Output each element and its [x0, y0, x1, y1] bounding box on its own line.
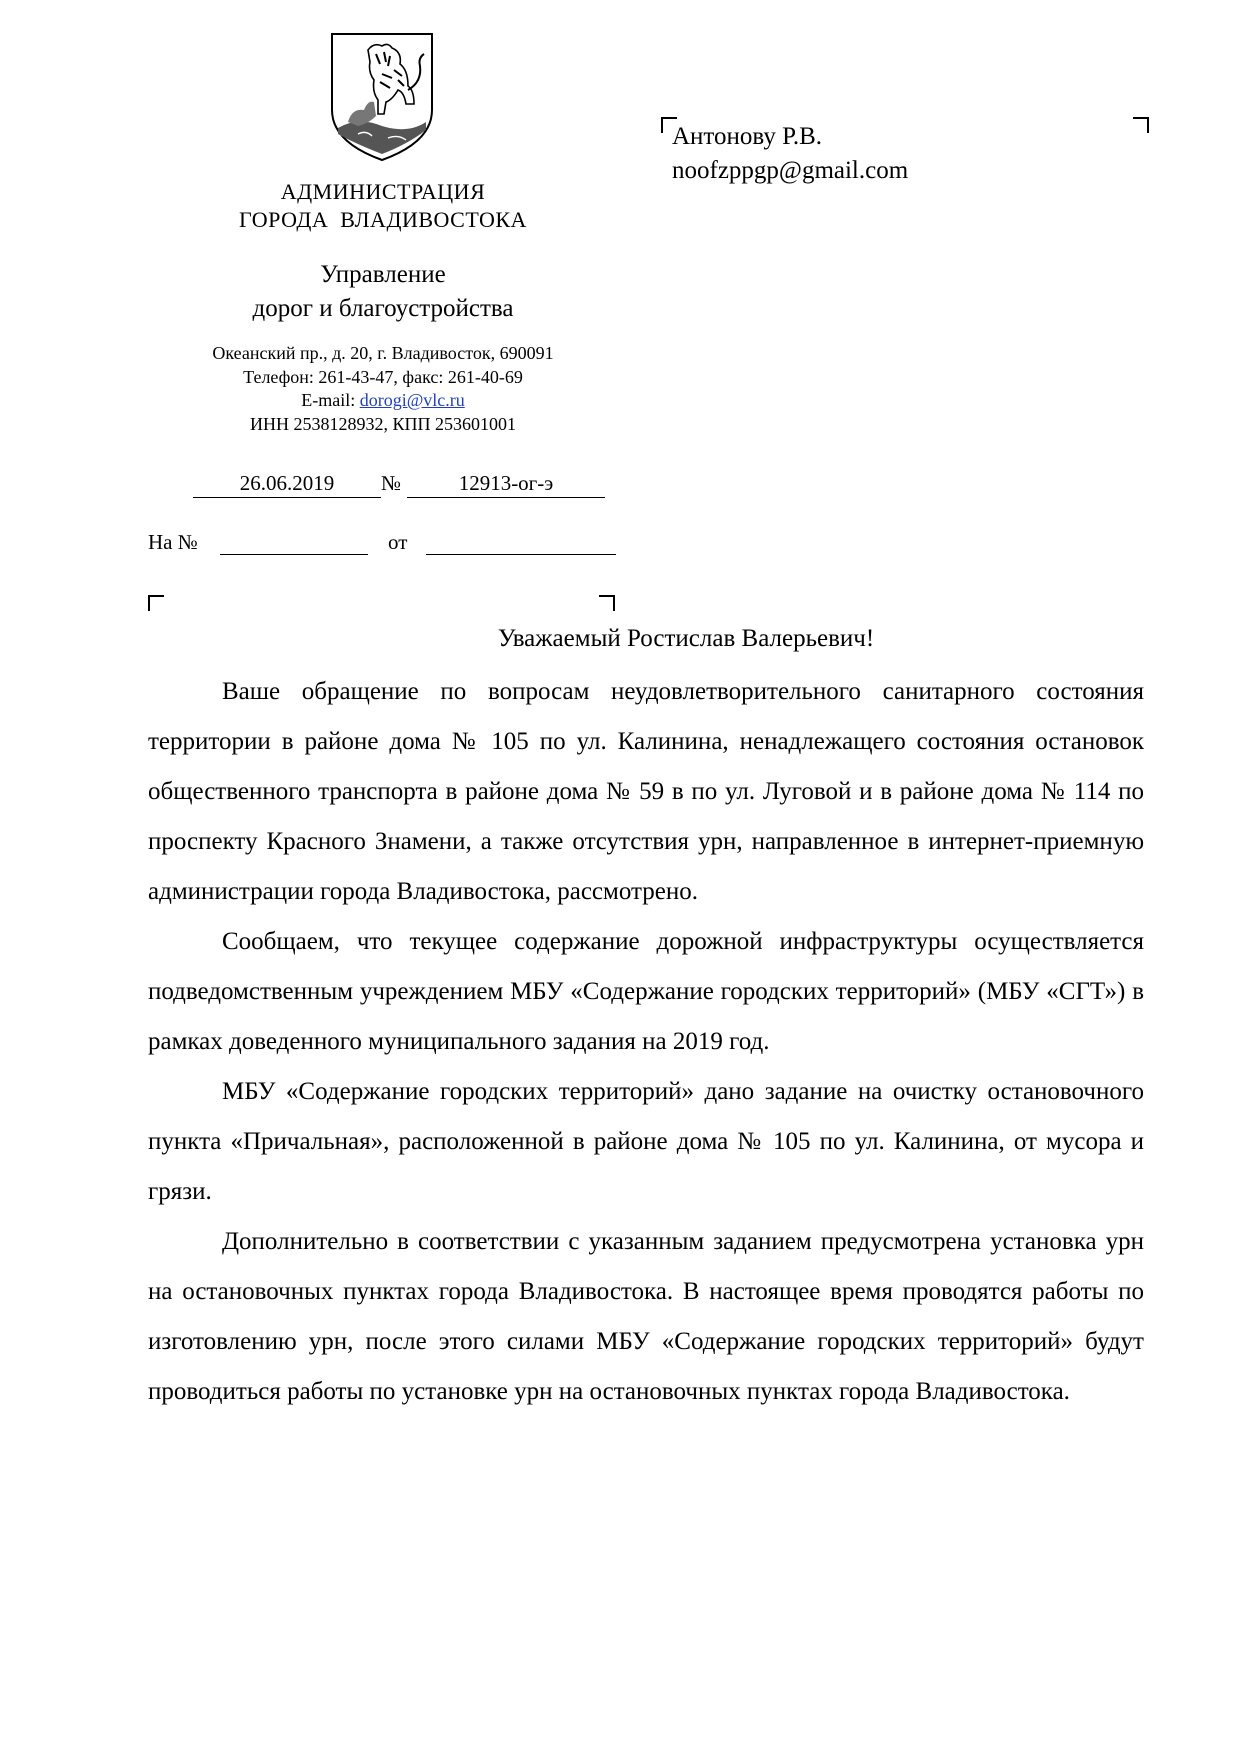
org-line-2: ГОРОДА ВЛАДИВОСТОКА: [239, 207, 527, 232]
org-line-1: АДМИНИСТРАЦИЯ: [280, 179, 486, 204]
paragraph: Дополнительно в соответствии с указанным заданием предусмотрена установка урн на остановочных пунктах города Владивостока. В настоящее время проводятся работы по изготовлению урн, после этого силами МБУ «Содержание городских территорий» будут проводиться работы по установке урн на остановочных пунктах города Владивостока.: [148, 1228, 1144, 1405]
organization-name: [183, 178, 583, 234]
reply-date-blank: [426, 554, 616, 555]
reply-to-line: [148, 530, 628, 560]
email-label: E-mail:: [301, 390, 360, 410]
recipient-block: [672, 120, 908, 188]
registration-date: 26.06.2019: [193, 471, 381, 498]
paragraph: МБУ «Содержание городских территорий» дано задание на очистку остановочного пункта «Причальная», расположенной в районе дома № 105 по ул. Калинина, от мусора и грязи.: [148, 1078, 1144, 1205]
dept-line-1: Управление: [320, 261, 446, 288]
reply-number-blank: [220, 554, 368, 555]
email-link[interactable]: dorogi@vlc.ru: [359, 390, 465, 410]
phone-line: Телефон: 261-43-47, факс: 261-40-69: [243, 366, 523, 387]
registration-line: [193, 471, 613, 501]
registration-number: 12913-ог-э: [407, 471, 605, 498]
sender-contacts: [153, 342, 613, 436]
greeting: Уважаемый Ростислав Валерьевич!: [497, 625, 875, 652]
corner-mark: [599, 595, 615, 611]
address-line: Океанский пр., д. 20, г. Владивосток, 690091: [212, 343, 554, 363]
letter-body: [148, 667, 1144, 1417]
reply-number-label: На №: [148, 530, 198, 554]
inn-line: ИНН 2538128932, КПП 253601001: [249, 413, 516, 434]
corner-mark: [148, 595, 164, 611]
reply-from-label: от: [388, 530, 408, 554]
department-name: [183, 258, 583, 326]
paragraph: Ваше обращение по вопросам неудовлетворительного санитарного состояния территории в районе дома № 105 по ул. Калинина, ненадлежащего состояния остановок общественного транспорта в районе дома № 59 в по ул. Луговой и в районе дома № 114 по проспекту Красного Знамени, а также отсутствия урн, направленное в интернет-приемную администрации города Владивостока, рассмотрено.: [148, 678, 1144, 905]
recipient-name: Антонову Р.В.: [672, 123, 823, 150]
recipient-email: noofzppgp@gmail.com: [672, 157, 909, 184]
paragraph: Сообщаем, что текущее содержание дорожной инфраструктуры осуществляется подведомственным учреждением МБУ «Содержание городских территорий» (МБУ «СГТ») в рамках доведенного муниципального задания на 2019 год.: [148, 928, 1144, 1055]
email-line: [153, 389, 613, 413]
coat-of-arms-emblem: [328, 30, 436, 164]
number-sign: №: [381, 471, 402, 495]
corner-mark: [1133, 117, 1149, 133]
dept-line-2: дорог и благоустройства: [252, 295, 514, 322]
